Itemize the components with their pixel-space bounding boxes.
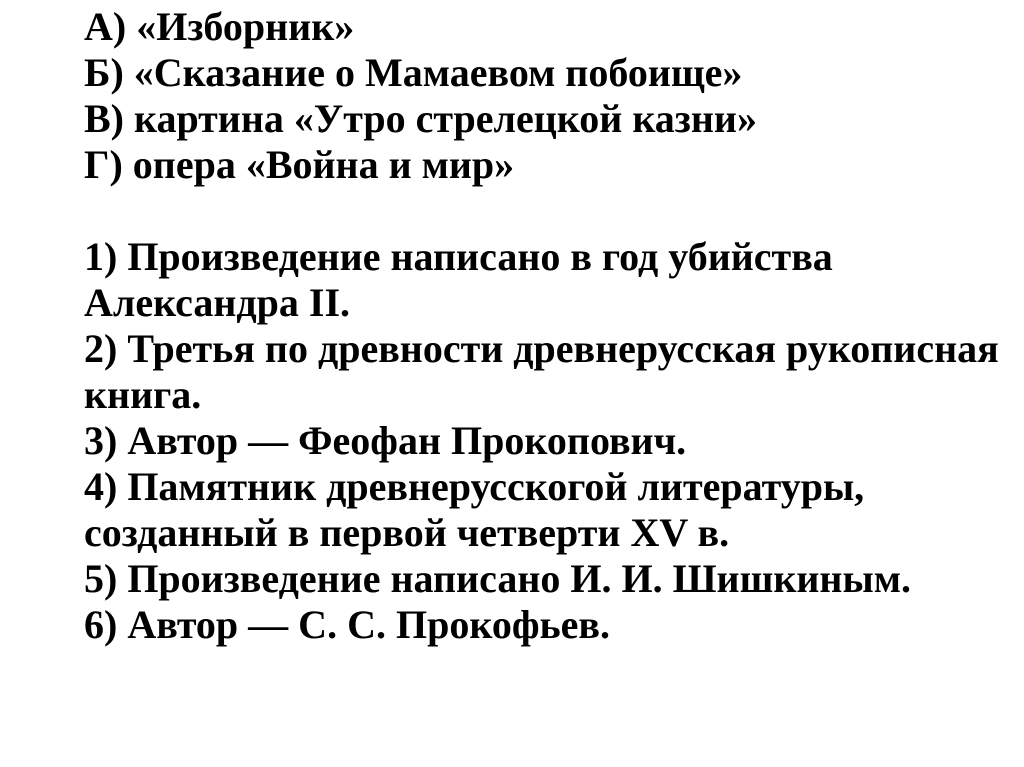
- statement-line-2: 2) Третья по древности древнерусская рукописная: [84, 326, 999, 371]
- statement-line-4-cont: созданный в первой четверти XV в.: [84, 510, 730, 555]
- option-line-g: Г) опера «Война и мир»: [84, 142, 515, 187]
- option-line-a: А) «Изборник»: [84, 4, 355, 49]
- statement-line-3: 3) Автор — Феофан Прокопович.: [84, 418, 687, 463]
- statement-line-1-cont: Александра II.: [84, 280, 351, 325]
- statement-line-1: 1) Произведение написано в год убийства: [84, 234, 833, 279]
- statement-line-2-cont: книга.: [84, 372, 202, 417]
- statement-line-6: 6) Автор — С. С. Прокофьев.: [84, 602, 611, 647]
- statements-block: [84, 234, 1004, 648]
- option-line-v: В) картина «Утро стрелецкой казни»: [84, 96, 757, 141]
- statement-line-5: 5) Произведение написано И. И. Шишкиным.: [84, 556, 911, 601]
- option-line-b: Б) «Сказание о Мамаевом побоище»: [84, 50, 743, 95]
- matching-options-block: [84, 4, 1004, 188]
- statement-line-4: 4) Памятник древнерусскогой литературы,: [84, 464, 865, 509]
- blank-line-spacer: [84, 188, 1004, 234]
